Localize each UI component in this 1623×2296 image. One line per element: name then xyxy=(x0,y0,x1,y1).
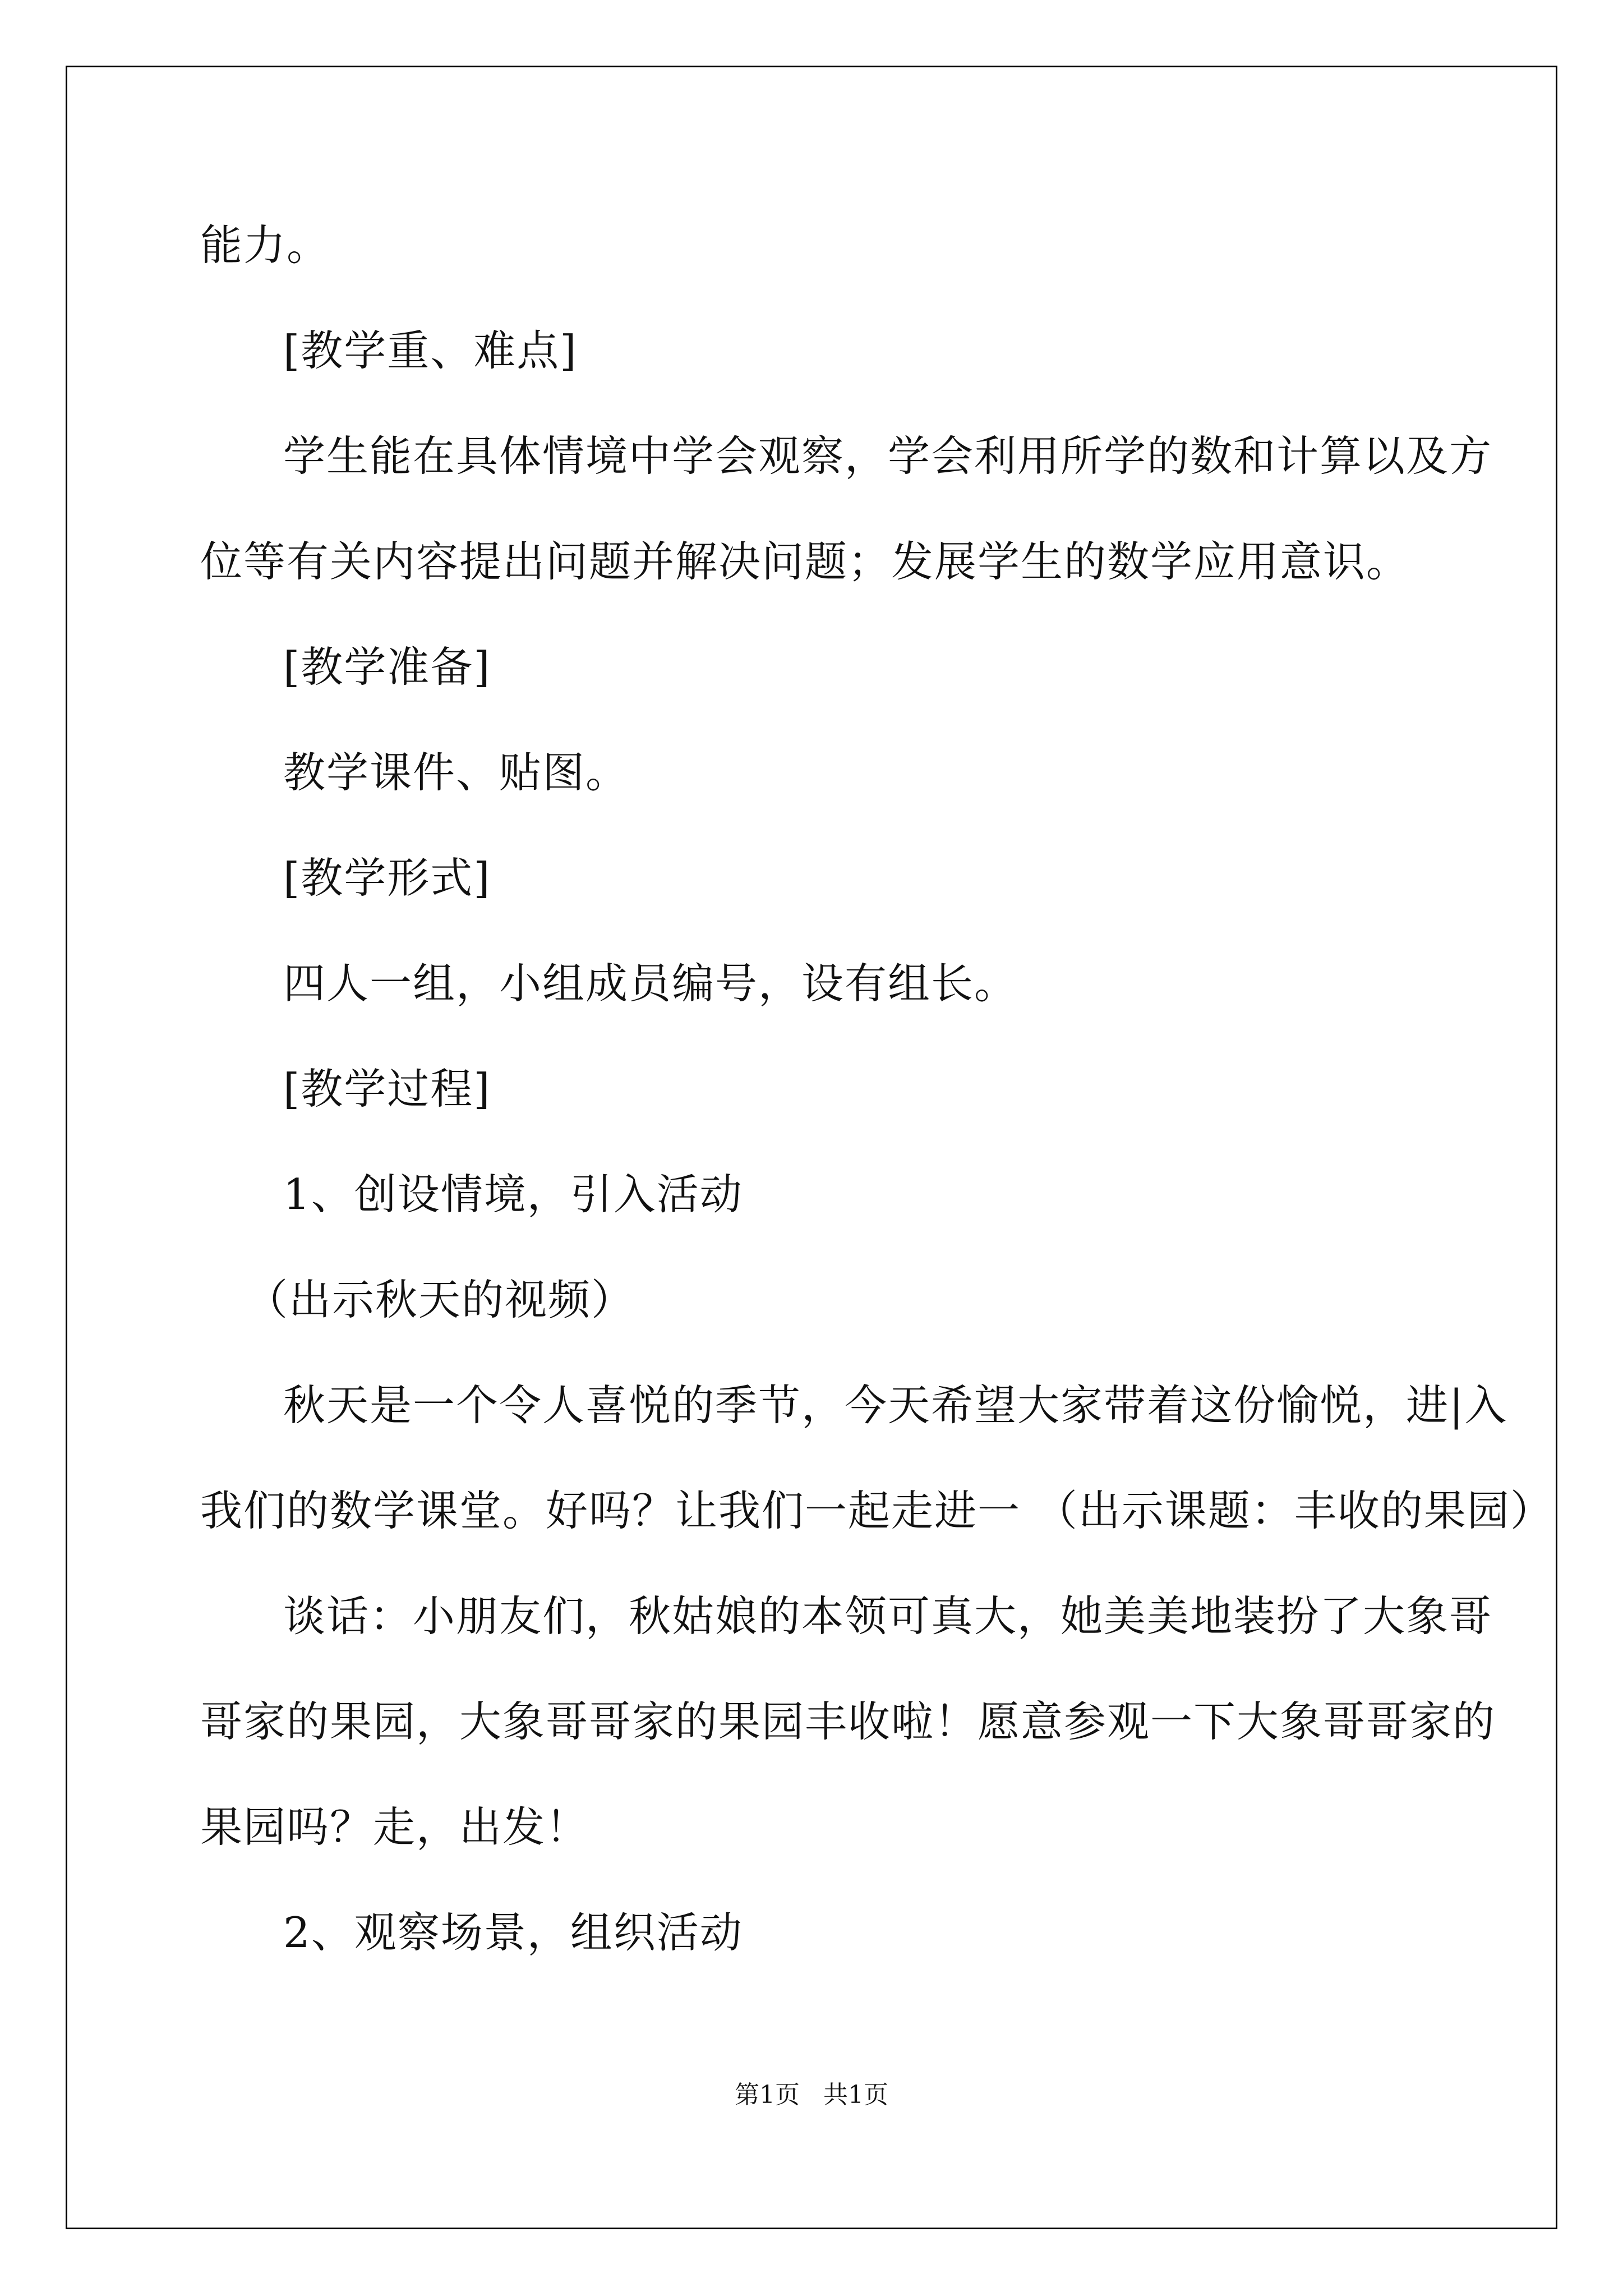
page-number-footer: 第1页 共1页 xyxy=(735,2081,888,2109)
text-line-11: （出示秋天的视频） xyxy=(246,1275,635,1324)
text-line-14: 谈话：小朋友们，秋姑娘的本领可真大，她美美地装扮了大象哥 xyxy=(283,1591,1493,1641)
text-line-1: 能力。 xyxy=(200,220,330,270)
text-line-13: 我们的数学课堂。好吗？让我们一起走进一 （出示课题：丰收的果园） xyxy=(200,1486,1553,1535)
heading-preparation: [教学准备] xyxy=(283,642,491,692)
text-line-16: 果园吗？走，出发！ xyxy=(200,1802,589,1852)
heading-form: [教学形式] xyxy=(283,853,491,903)
text-line-3: 学生能在具体情境中学会观察，学会利用所学的数和计算以及方 xyxy=(283,431,1493,481)
heading-process: [教学过程] xyxy=(283,1064,491,1114)
text-line-6: 教学课件、贴图。 xyxy=(283,748,629,797)
section-2-title: 2、观察场景，组织活动 xyxy=(283,1908,743,1957)
section-1-title: 1、创设情境，引入活动 xyxy=(283,1170,743,1219)
page-border xyxy=(66,66,1557,2229)
text-line-15: 哥家的果园，大象哥哥家的果园丰收啦！愿意参观一下大象哥哥家的 xyxy=(200,1697,1496,1746)
heading-key-points: [教学重、难点] xyxy=(283,326,578,375)
text-line-8: 四人一组，小组成员编号，设有组长。 xyxy=(283,959,1018,1008)
text-line-4: 位等有关内容提出问题并解决问题；发展学生的数学应用意识。 xyxy=(200,537,1410,586)
text-line-12: 秋天是一个令人喜悦的季节，今天希望大家带着这份愉悦，进|入 xyxy=(283,1381,1508,1430)
